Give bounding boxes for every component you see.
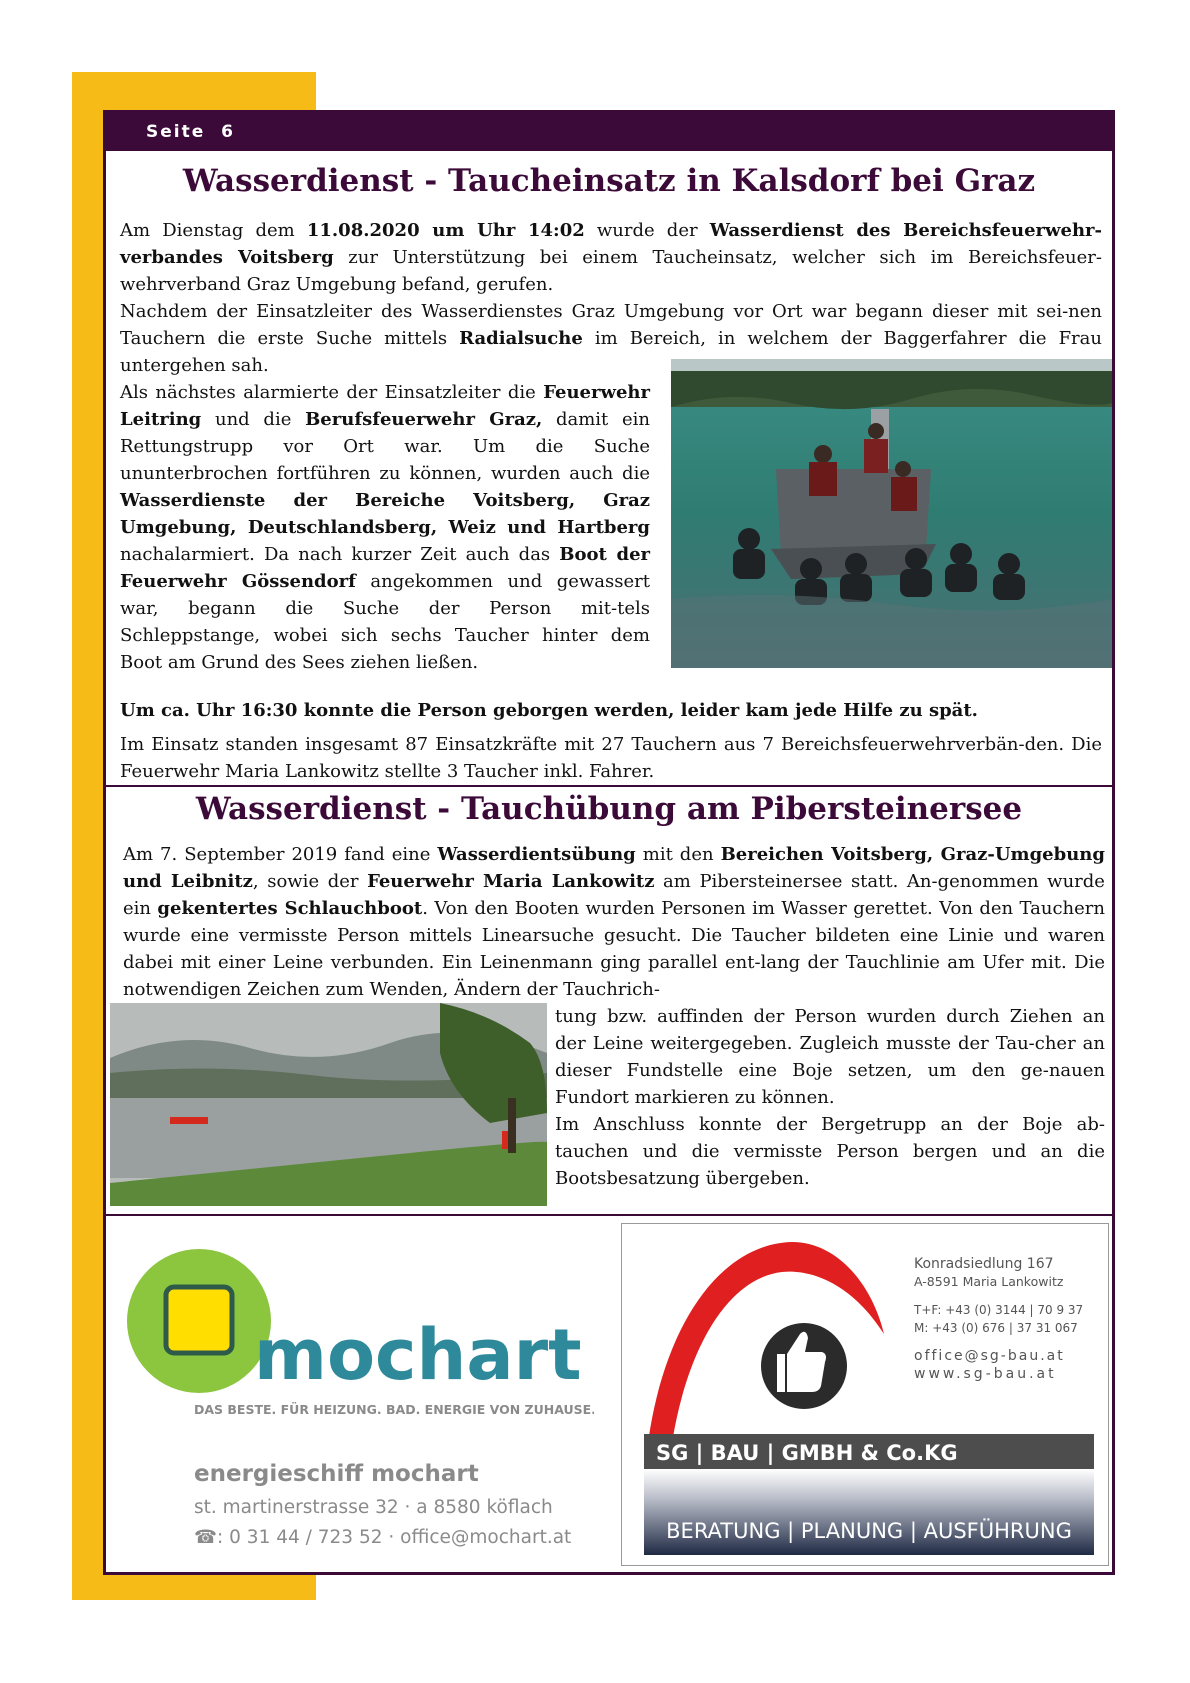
bold-text-segment: Bereichen Voitsberg, Graz-Umgebung und Leibnitz bbox=[123, 844, 1105, 892]
mochart-logo bbox=[106, 1217, 594, 1572]
sgbau-logo bbox=[622, 1224, 1108, 1565]
bold-text-segment: 11.08.2020 um Uhr 14:02 bbox=[306, 220, 585, 241]
text-segment: und die bbox=[201, 409, 306, 430]
text-segment: Als nächstes alarmierte der Einsatzleiter die bbox=[120, 382, 544, 403]
mochart-slogan: DAS BESTE. FÜR HEIZUNG. BAD. ENERGIE VON ZUHAUSE. bbox=[194, 1402, 594, 1417]
diver-boat-photo bbox=[671, 359, 1112, 668]
sgbau-company-name: SG | BAU | GMBH & Co.KG bbox=[656, 1441, 958, 1465]
bold-text-segment: Wasserdientsübung bbox=[437, 844, 636, 865]
mochart-address: st. martinerstrasse 32 · a 8580 köflach bbox=[194, 1497, 553, 1518]
article1-title: Wasserdienst - Taucheinsatz in Kalsdorf bei Graz bbox=[182, 163, 1036, 199]
bold-text-segment: Feuerwehr Maria Lankowitz bbox=[367, 871, 655, 892]
page-header bbox=[106, 113, 1112, 151]
page-frame bbox=[103, 110, 1115, 1575]
bold-text-segment: Wasserdienste der Bereiche Voitsberg, Graz Umgebung, Deutschlandsberg, Weiz und Hartberg bbox=[120, 490, 650, 538]
text-segment: am Pibersteinersee statt. An-genommen wurde ein bbox=[123, 871, 1105, 919]
text-segment: angekommen und gewassert war, begann die Suche der Person mit-tels Schleppstange, wobei sich sechs Taucher hinter dem Boot am Grund des Sees ziehen ließen. bbox=[120, 571, 651, 673]
text-segment: Nachdem der Einsatzleiter des Wasserdienstes Graz Umgebung vor Ort war begann dieser mit sei-nen Tauchern die erste Suche mittels bbox=[120, 301, 1102, 349]
sgbau-mobile: M: +43 (0) 676 | 37 31 067 bbox=[914, 1321, 1078, 1335]
bold-text-segment: Radialsuche bbox=[459, 328, 583, 349]
mochart-contact: ☎: 0 31 44 / 723 52 · office@mochart.at bbox=[194, 1527, 572, 1548]
article2-paragraph2: tung bzw. auffinden der Person wurden durch Ziehen an der Leine weitergegeben. Zugleich musste der Tau-cher an dieser Fundstelle eine Boje setzen, um den ge-nauen Fundort markieren zu können. bbox=[555, 1006, 1105, 1108]
article1-paragraph4: Um ca. Uhr 16:30 konnte die Person geborgen werden, leider kam jede Hilfe zu spät. bbox=[120, 700, 978, 721]
article1-paragraph3 bbox=[120, 379, 650, 676]
page-number-label: Seite 6 bbox=[146, 122, 235, 142]
sgbau-phone: T+F: +43 (0) 3144 | 70 9 37 bbox=[914, 1303, 1084, 1317]
sgbau-advertisement bbox=[621, 1223, 1109, 1566]
diver-boat-photo-drawing bbox=[671, 359, 1112, 668]
article-divider bbox=[106, 785, 1112, 787]
text-segment: Am 7. September 2019 fand eine bbox=[123, 844, 438, 865]
text-segment: zur Unterstützung bei einem Taucheinsatz, welcher sich im Bereichsfeuer-wehrverband Graz Umgebung befand, gerufen. bbox=[120, 247, 1102, 295]
mochart-brand-text: mochart bbox=[254, 1314, 582, 1396]
article1-paragraph1 bbox=[120, 217, 1102, 298]
article2-paragraph1 bbox=[123, 841, 1105, 1003]
text-segment: wurde der bbox=[584, 220, 710, 241]
mochart-yellow-square-icon bbox=[166, 1287, 232, 1353]
text-segment: . Von den Booten wurden Personen im Wasser gerettet. Von den Tauchern wurde eine vermisste Person mittels Linearsuche gesucht. Die Taucher bildeten eine Linie und waren dabei mit einer Leine verbunden. Ein Leinenmann ging parallel ent-lang der Tauchlinie am Ufer mit. Die notwendigen Zeichen zum Wenden, Ändern der Tauchrich- bbox=[123, 898, 1105, 1000]
article1-paragraph5: Im Einsatz standen insgesamt 87 Einsatzkräfte mit 27 Tauchern aus 7 Bereichsfeuerwehrverbän-den. Die Feuerwehr Maria Lankowitz stellte 3 Taucher inkl. Fahrer. bbox=[120, 734, 1102, 782]
bold-text-segment: Wasserdienst des Bereichsfeuerwehr-verbandes Voitsberg bbox=[120, 220, 1102, 268]
mochart-name: energieschiff mochart bbox=[194, 1461, 479, 1487]
text-segment: nachalarmiert. Da nach kurzer Zeit auch das bbox=[120, 544, 560, 565]
text-segment: damit ein Rettungstrupp vor Ort war. Um die Suche ununterbrochen fortführen zu können, wurden auch die bbox=[120, 409, 651, 484]
bold-text-segment: Berufsfeuerwehr Graz, bbox=[305, 409, 543, 430]
bold-text-segment: Feuerwehr Leitring bbox=[120, 382, 650, 430]
text-segment: , sowie der bbox=[252, 871, 368, 892]
sgbau-website: www.sg-bau.at bbox=[914, 1366, 1057, 1382]
article2-title: Wasserdienst - Tauchübung am Pibersteinersee bbox=[195, 791, 1023, 827]
sgbau-email: office@sg-bau.at bbox=[914, 1348, 1065, 1364]
text-segment: Am Dienstag dem bbox=[120, 220, 307, 241]
sgbau-services: BERATUNG | PLANUNG | AUSFÜHRUNG bbox=[666, 1519, 1072, 1543]
lake-exercise-photo-drawing bbox=[110, 1003, 547, 1206]
mochart-advertisement bbox=[106, 1217, 594, 1572]
sgbau-address-line2: A-8591 Maria Lankowitz bbox=[914, 1274, 1064, 1289]
ads-divider bbox=[106, 1214, 1112, 1216]
bold-text-segment: gekentertes Schlauchboot bbox=[157, 898, 423, 919]
sgbau-address-line1: Konradsiedlung 167 bbox=[914, 1256, 1054, 1272]
text-segment: im Bereich, in welchem der Baggerfahrer die Frau untergehen sah. bbox=[120, 328, 1102, 376]
bold-text-segment: Boot der Feuerwehr Gössendorf bbox=[120, 544, 650, 592]
article2-paragraph3: Im Anschluss konnte der Bergetrupp an der Boje ab-tauchen und die vermisste Person bergen und an die Bootsbesatzung übergeben. bbox=[555, 1114, 1105, 1189]
text-segment: mit den bbox=[635, 844, 721, 865]
lake-exercise-photo bbox=[110, 1003, 547, 1206]
